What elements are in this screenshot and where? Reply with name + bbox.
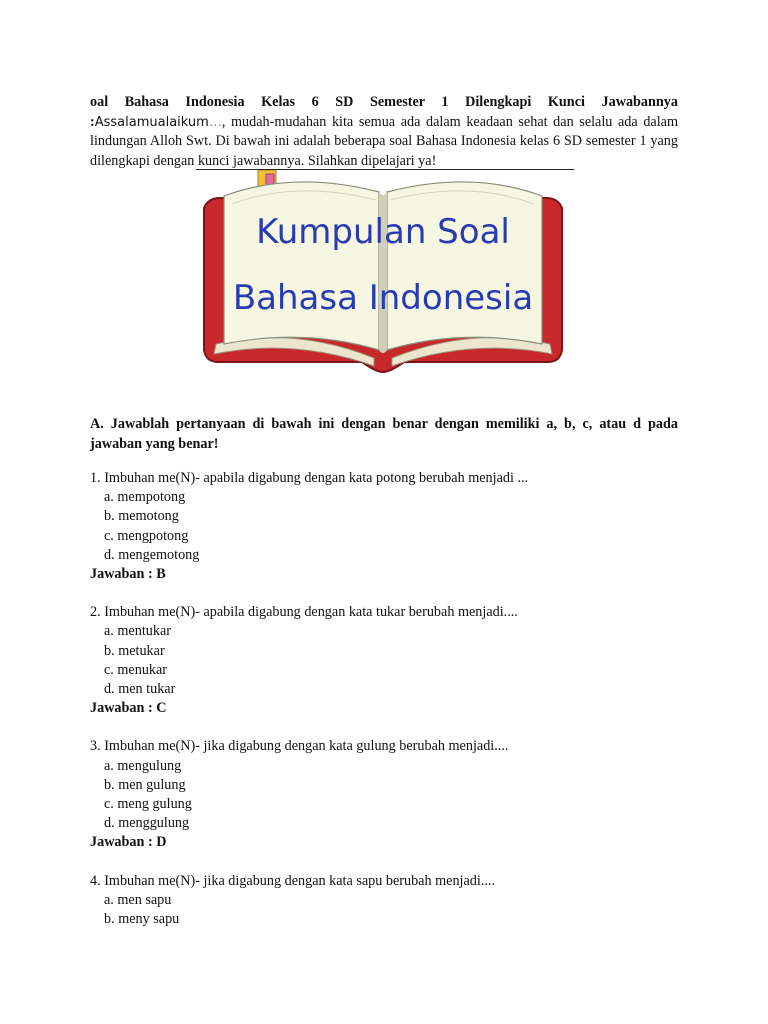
question-option: a. mentukar [104, 623, 171, 640]
greeting [95, 115, 222, 130]
divider-rule [196, 169, 574, 170]
question-option: a. mengulung [104, 757, 182, 774]
greeting-word: Assalamualaikum [94, 114, 209, 130]
question-option: c. mengpotong [104, 527, 189, 544]
section-heading: A. Jawablah pertanyaan di bawah ini dengan benar dengan memiliki a, b, c, atau d pada jawaban yang benar! [90, 416, 678, 452]
question-list [90, 469, 680, 948]
article-title: oal Bahasa Indonesia Kelas 6 SD Semester 1 Dilengkapi Kunci Jawabannya [90, 94, 678, 110]
question-option: c. meng gulung [104, 796, 192, 813]
question-option: b. men gulung [104, 776, 186, 793]
answer-key: Jawaban : D [90, 834, 167, 851]
question-option: b. metukar [104, 642, 165, 659]
answer-key: Jawaban : B [90, 566, 166, 583]
question-option: c. menukar [104, 661, 168, 678]
question-option: d. menggulung [104, 815, 190, 832]
question-option: b. memotong [104, 508, 179, 525]
question-item [90, 603, 680, 718]
question-item [90, 737, 680, 852]
book-illustration [194, 168, 572, 392]
question-stem: 1. Imbuhan me(N)- apabila digabung dengan kata potong berubah menjadi ... [90, 470, 529, 486]
question-stem: 4. Imbuhan me(N)- jika digabung dengan kata sapu berubah menjadi.... [90, 872, 496, 889]
question-stem: 2. Imbuhan me(N)- apabila digabung dengan kata tukar berubah menjadi.... [90, 604, 518, 621]
question-option: d. mengemotong [104, 546, 200, 563]
intro-paragraph [90, 93, 678, 171]
question-item [90, 872, 680, 930]
banner-line-2: Bahasa Indonesia [232, 278, 534, 318]
title-colon: : [90, 113, 95, 130]
intro-text: , mudah-mudahan kita semua ada dalam keadaan sehat dan selalu ada dalam lindungan Alloh Swt. Di bawah ini adalah beberapa soal Bahasa Indonesia kelas 6 SD semester 1 yang dilengkapi dengan kunci jawabannya. Silahkan dipelajari ya! [90, 113, 678, 169]
greeting-ellipsis: … [208, 114, 222, 130]
question-option: a. men sapu [104, 891, 172, 908]
question-option: a. mempotong [104, 489, 186, 506]
question-item [90, 469, 680, 584]
answer-key: Jawaban : C [90, 700, 167, 717]
banner-line-1: Kumpulan Soal [256, 212, 510, 252]
question-option: d. men tukar [104, 681, 176, 698]
question-option: b. meny sapu [104, 911, 180, 928]
question-stem: 3. Imbuhan me(N)- jika digabung dengan kata gulung berubah menjadi.... [90, 738, 509, 755]
